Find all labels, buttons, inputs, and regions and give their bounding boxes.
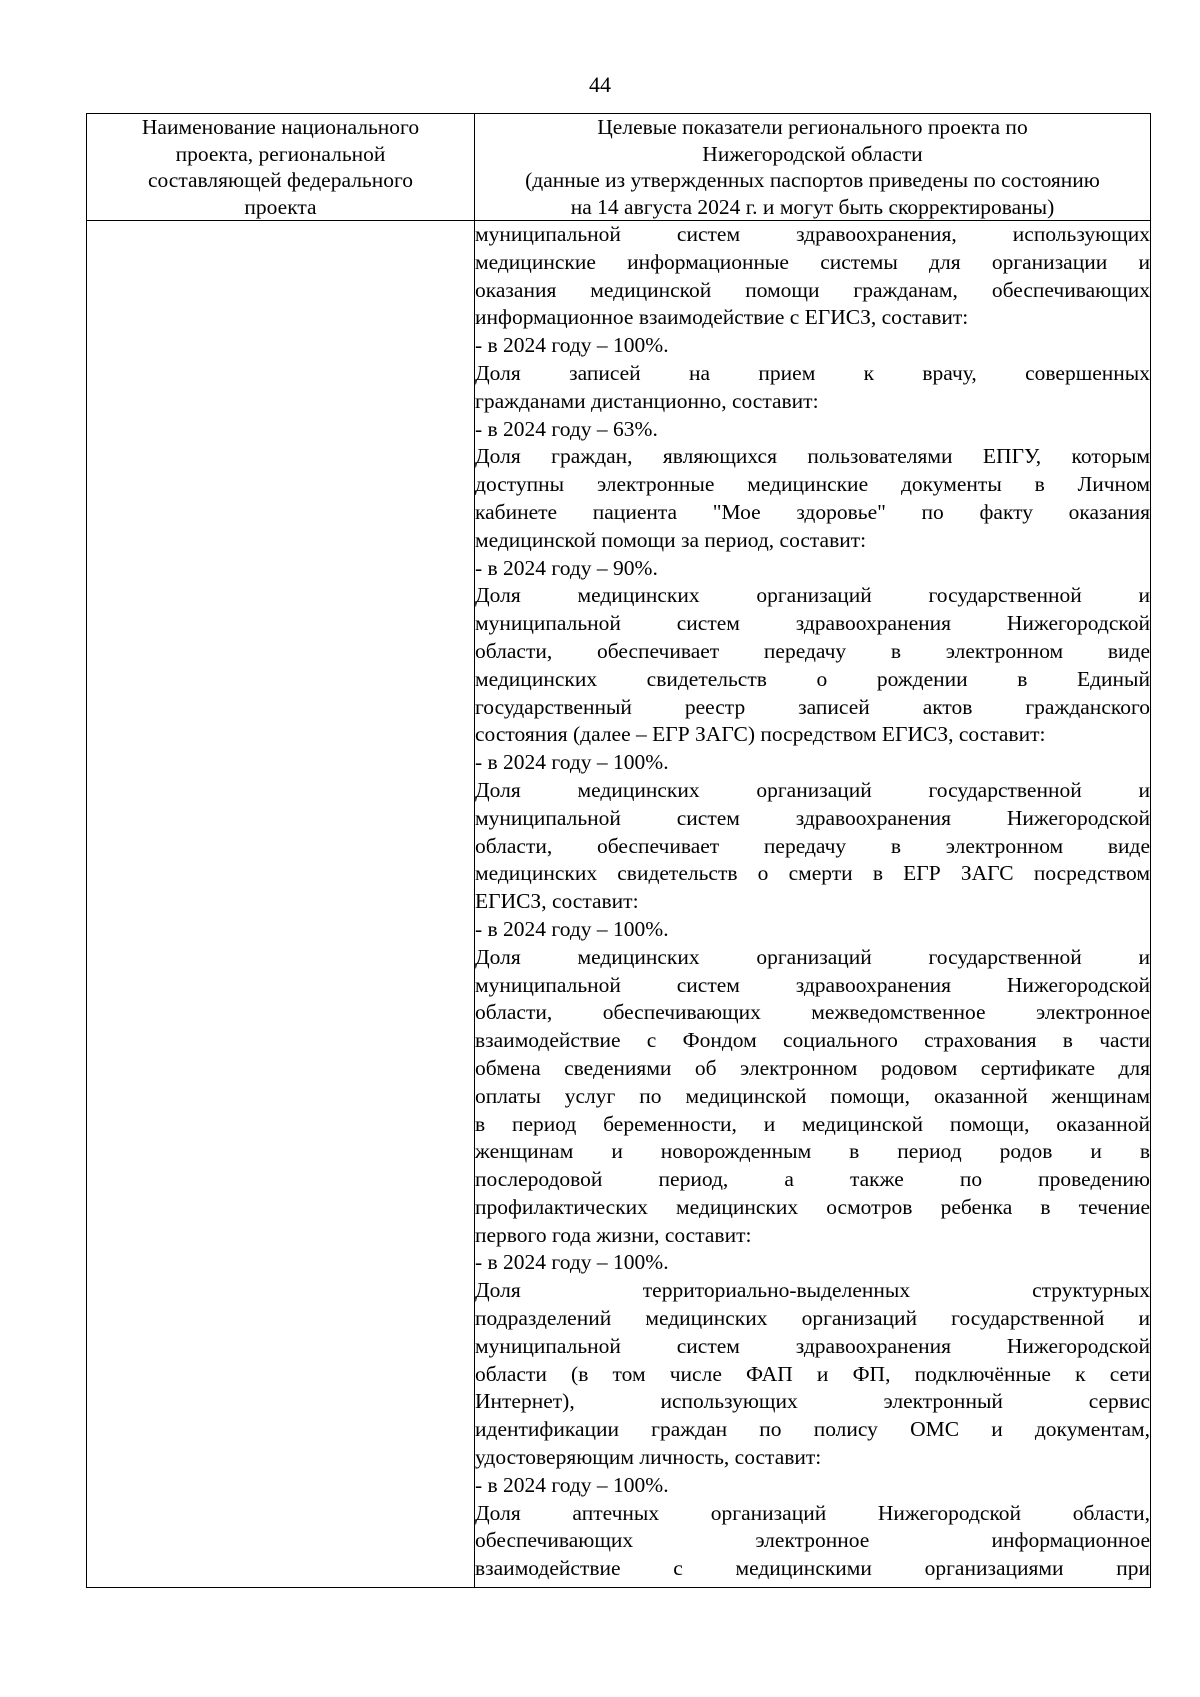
text-line: проекта <box>244 194 317 219</box>
text-line: - в 2024 году – 100%. <box>475 333 669 358</box>
text-line: медицинские информационные системы для организации и <box>475 249 1150 274</box>
text-line: Доля медицинских организаций государственной и <box>475 583 1150 608</box>
header-target-indicators <box>475 114 1151 221</box>
text-line: области (в том числе ФАП и ФП, подключённые к сети <box>475 1361 1150 1386</box>
project-name-cell <box>87 221 475 1588</box>
header-project-name <box>87 114 475 221</box>
text-line: - в 2024 году – 100%. <box>475 750 669 775</box>
text-line: - в 2024 году – 100%. <box>475 1250 669 1275</box>
indicators-cell <box>475 221 1151 1588</box>
text-line: государственный реестр записей актов гражданского <box>475 694 1150 719</box>
page-number: 44 <box>589 72 611 97</box>
table-row <box>87 221 1151 1588</box>
text-line: Наименование национального <box>141 115 420 139</box>
text-line: доступны электронные медицинские документы в Личном <box>475 472 1150 497</box>
text-line: идентификации граждан по полису ОМС и документам, <box>475 1417 1150 1442</box>
indicators-table <box>86 113 1151 1588</box>
text-line: Целевые показатели регионального проекта по <box>597 115 1028 139</box>
text-line: Доля медицинских организаций государственной и <box>475 944 1150 969</box>
text-line: Доля медицинских организаций государственной и <box>475 777 1150 802</box>
text-line: Доля территориально-выделенных структурных <box>475 1278 1150 1303</box>
text-line: подразделений медицинских организаций государственной и <box>475 1306 1150 1331</box>
text-line: проекта, региональной <box>175 141 386 166</box>
text-line: женщинам и новорожденным в период родов и в <box>475 1139 1150 1164</box>
text-line: - в 2024 году – 100%. <box>475 916 669 941</box>
text-line: медицинских свидетельств о смерти в ЕГР ЗАГС посредством <box>475 861 1150 886</box>
text-line: Доля граждан, являющихся пользователями ЕПГУ, которым <box>475 444 1150 469</box>
table-header-row <box>87 114 1151 221</box>
text-line: области, обеспечивающих межведомственное электронное <box>475 1000 1150 1025</box>
text-line: оказания медицинской помощи гражданам, обеспечивающих <box>475 277 1150 302</box>
text-line: Доля записей на прием к врачу, совершенных <box>475 360 1150 385</box>
text-line: Нижегородской области <box>702 141 923 166</box>
text-line: (данные из утвержденных паспортов приведены по состоянию <box>525 168 1100 192</box>
text-line: удостоверяющим личность, составит: <box>475 1445 822 1470</box>
text-line: Доля аптечных организаций Нижегородской области, <box>475 1500 1150 1525</box>
text-line: муниципальной систем здравоохранения Нижегородской <box>475 611 1150 636</box>
text-line: информационное взаимодействие с ЕГИСЗ, составит: <box>475 305 969 330</box>
text-line: взаимодействие с Фондом социального страхования в части <box>475 1028 1150 1053</box>
text-line: в период беременности, и медицинской помощи, оказанной <box>475 1111 1150 1136</box>
text-line: состояния (далее – ЕГР ЗАГС) посредством ЕГИСЗ, составит: <box>475 722 1046 747</box>
text-line: области, обеспечивает передачу в электронном виде <box>475 638 1150 663</box>
text-line: - в 2024 году – 90%. <box>475 555 658 580</box>
text-line: - в 2024 году – 63%. <box>475 416 658 441</box>
text-line: профилактических медицинских осмотров ребенка в течение <box>475 1194 1150 1219</box>
text-line: муниципальной систем здравоохранения, использующих <box>475 222 1150 246</box>
text-line: кабинете пациента "Мое здоровье" по факту оказания <box>475 499 1150 524</box>
text-line: муниципальной систем здравоохранения Нижегородской <box>475 805 1150 830</box>
text-line: области, обеспечивает передачу в электронном виде <box>475 833 1150 858</box>
text-line: Интернет), использующих электронный сервис <box>475 1389 1150 1414</box>
text-line: первого года жизни, составит: <box>475 1222 752 1247</box>
text-line: гражданами дистанционно, составит: <box>475 388 819 413</box>
text-line: медицинской помощи за период, составит: <box>475 527 867 552</box>
text-line: медицинских свидетельств о рождении в Единый <box>475 666 1150 691</box>
text-line: оплаты услуг по медицинской помощи, оказанной женщинам <box>475 1083 1150 1108</box>
text-line: на 14 августа 2024 г. и могут быть скорректированы) <box>570 194 1055 219</box>
text-line: взаимодействие с медицинскими организациями при <box>475 1556 1150 1581</box>
text-line: обеспечивающих электронное информационное <box>475 1528 1150 1553</box>
text-line: обмена сведениями об электронном родовом сертификате для <box>475 1055 1150 1080</box>
text-line: составляющей федерального <box>147 168 414 192</box>
text-line: муниципальной систем здравоохранения Нижегородской <box>475 972 1150 997</box>
text-line: - в 2024 году – 100%. <box>475 1472 669 1497</box>
text-line: ЕГИСЗ, составит: <box>475 889 639 914</box>
text-line: послеродовой период, а также по проведению <box>475 1167 1150 1192</box>
text-line: муниципальной систем здравоохранения Нижегородской <box>475 1333 1150 1358</box>
